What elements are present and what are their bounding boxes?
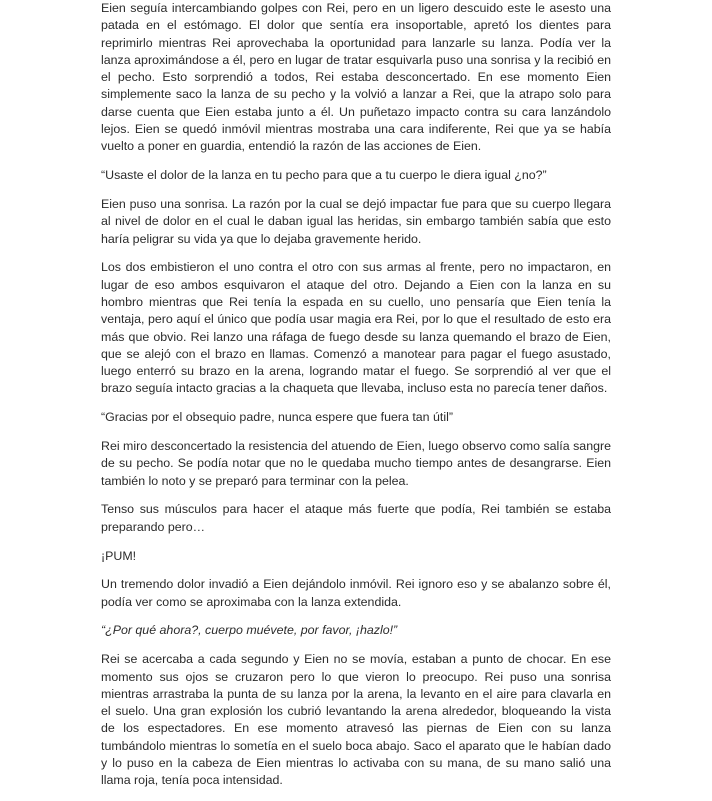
- paragraph: Los dos embistieron el uno contra el otro con sus armas al frente, pero no impactaron, en lugar de eso ambos esquivaron el ataque del otro. Dejando a Eien con la lanza en su hombro mientras que Rei tenía la espada en su cuello, uno pensaría que Eien tenía la ventaja, pero aquí el único que podía usar magia era Rei, por lo que el resultado de esto era más que obvio. Rei lanzo una ráfaga de fuego desde su lanza quemando el brazo de Eien, que se alejó con el brazo en llamas. Comenzó a manotear para pagar el fuego asustado, luego enterró su brazo en la arena, logrando matar el fuego. Se sorprendió al ver que el brazo seguía intacto gracias a la chaqueta que llevaba, incluso esta no parecía tener daños.: [101, 260, 611, 396]
- dialogue-line: “Gracias por el obsequio padre, nunca espere que fuera tan útil”: [101, 410, 453, 425]
- paragraph: Eien seguía intercambiando golpes con Rei, pero en un ligero descuido este le asesto una patada en el estómago. El dolor que sentía era insoportable, apretó los dientes para reprimirlo mientras Rei aprovechaba la oportunidad para lanzarle su lanza. Podía ver la lanza aproximándose a él, pero en lugar de tratar esquivarla puso una sonrisa y la recibió en el pecho. Esto sorprendió a todos, Rei estaba desconcertado. En ese momento Eien simplemente saco la lanza de su pecho y la volvió a lanzar a Rei, que la atrapo solo para darse cuenta que Eien estaba junto a él. Un puñetazo impacto contra su cara lanzándolo lejos. Eien se quedó inmóvil mientras mostraba una cara indiferente, Rei que ya se había vuelto a poner en guardia, entendió la razón de las acciones de Eien.: [101, 1, 611, 154]
- inner-thought-line: “¿Por qué ahora?, cuerpo muévete, por favor, ¡hazlo!”: [101, 623, 398, 638]
- paragraph: Un tremendo dolor invadió a Eien dejándolo inmóvil. Rei ignoro eso y se abalanzo sobre él, podía ver como se aproximaba con la lanza extendida.: [101, 577, 611, 609]
- paragraph: Rei miro desconcertado la resistencia del atuendo de Eien, luego observo como salía sangre de su pecho. Se podía notar que no le quedaba mucho tiempo antes de desangrarse. Eien también lo noto y se preparó para terminar con la pelea.: [101, 439, 611, 488]
- paragraph: Tenso sus músculos para hacer el ataque más fuerte que podía, Rei también se estaba preparando pero…: [101, 502, 611, 534]
- document-body: [101, 0, 611, 801]
- dialogue-line: “Usaste el dolor de la lanza en tu pecho para que a tu cuerpo le diera igual ¿no?”: [101, 168, 547, 183]
- paragraph: Rei se acercaba a cada segundo y Eien no se movía, estaban a punto de chocar. En ese momento sus ojos se cruzaron pero lo que vieron lo preocupo. Rei puso una sonrisa mientras arrastraba la punta de su lanza por la arena, la levanto en el aire para clavarla en el suelo. Una gran explosión los cubrió levantando la arena alrededor, bloqueando la vista de los espectadores. En ese momento atravesó las piernas de Eien con su lanza tumbándolo mientras lo sometía en el suelo boca abajo. Saco el aparato que le habían dado y lo puso en la cabeza de Eien mientras lo activaba con su mana, de su mano salió una llama roja, tenía poca intensidad.: [101, 652, 611, 788]
- paragraph: Eien puso una sonrisa. La razón por la cual se dejó impactar fue para que su cuerpo llegara al nivel de dolor en el cual le daban igual las heridas, sin embargo también sabía que esto haría peligrar su vida ya que lo dejaba gravemente herido.: [101, 196, 611, 246]
- sound-effect: ¡PUM!: [101, 548, 137, 563]
